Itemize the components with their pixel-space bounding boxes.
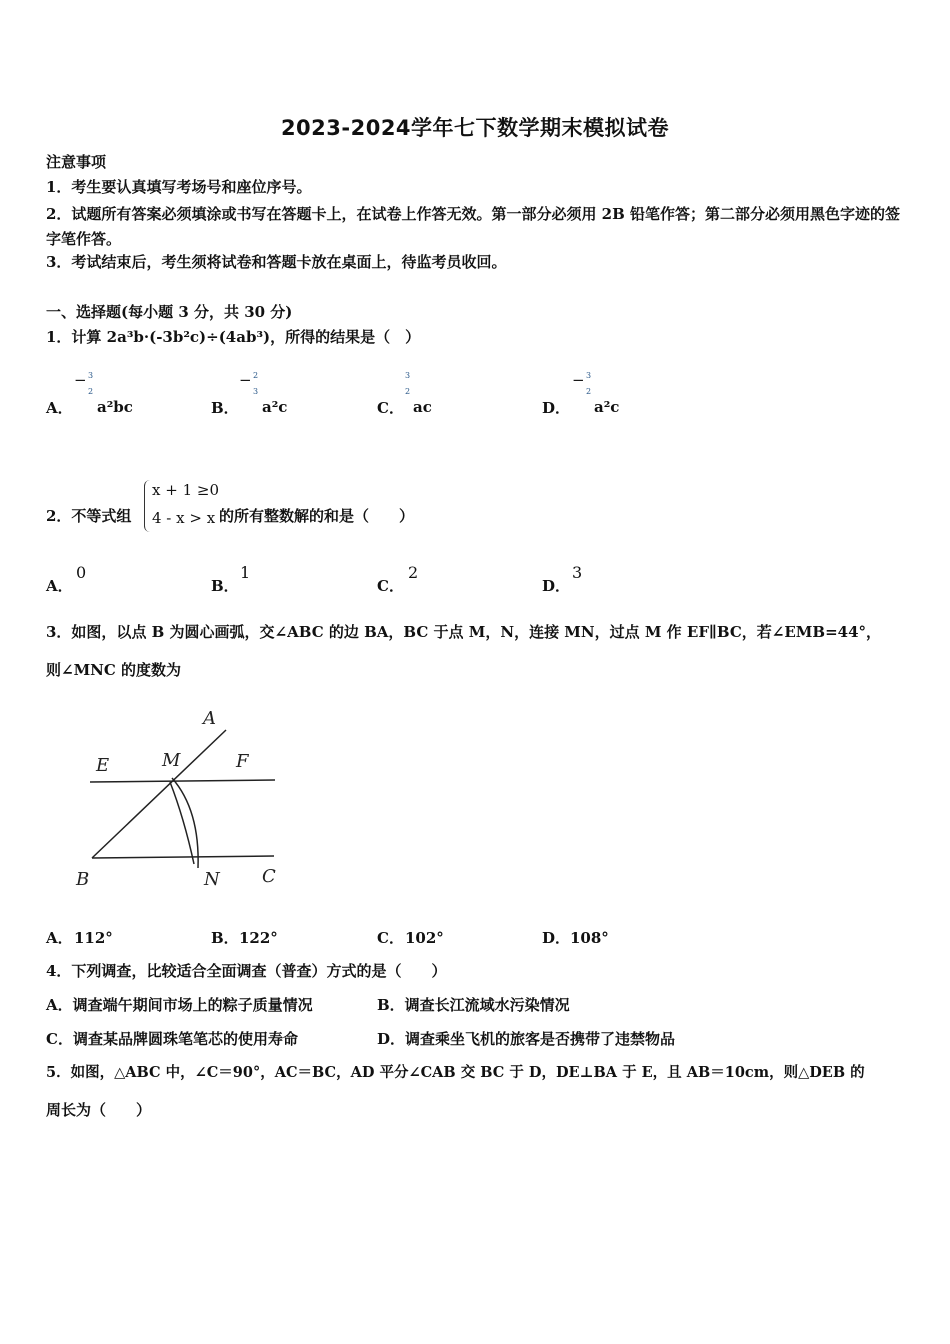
q1-a-expr: a²bc: [97, 398, 133, 416]
q3-b-label: B．: [211, 929, 239, 947]
notice-item-2: 2．试题所有答案必须填涂或书写在答题卡上，在试卷上作答无效。第一部分必须用 2B 铅笔作答；第二部分必须用黑色字迹的签字笔作答。: [46, 205, 901, 248]
q2-prefix: 2．不等式组: [46, 507, 132, 525]
q4-option-c: C．调查某品牌圆珠笔笔芯的使用寿命: [46, 1030, 298, 1048]
arc-mn: [172, 778, 198, 868]
q1-a-sign: −: [74, 371, 87, 389]
q3-c-label: C．: [377, 929, 404, 947]
q4-option-b: B．调查长江流域水污染情况: [377, 996, 570, 1014]
label-m: M: [162, 750, 181, 771]
label-a: A: [203, 708, 216, 729]
q3-stem-line-2: 则∠MNC 的度数为: [46, 661, 182, 679]
q3-d-label: D．: [542, 929, 571, 947]
q4-option-a: A．调查端午期间市场上的粽子质量情况: [46, 996, 313, 1014]
q3-a-label: A．: [46, 929, 73, 947]
inequality-system-brace: [144, 480, 151, 532]
section-heading: 一、选择题(每小题 3 分，共 30 分): [46, 303, 293, 321]
q3-stem-line-1: 3．如图，以点 B 为圆心画弧，交∠ABC 的边 BA，BC 于点 M，N，连接 MN，过点 M 作 EF∥BC，若∠EMB=44°，: [46, 623, 882, 641]
q1-d-num: 3: [586, 371, 592, 380]
q2-b-value: 1: [240, 563, 251, 582]
q4-stem: 4．下列调查，比较适合全面调查（普查）方式的是（ ）: [46, 962, 447, 980]
label-n: N: [204, 869, 220, 890]
notice-heading: 注意事项: [46, 153, 107, 171]
q1-a-label: A．: [46, 399, 73, 417]
ray-bc: [92, 856, 274, 858]
q1-b-expr: a²c: [262, 398, 288, 416]
q3-d-value: 108°: [570, 929, 609, 947]
q3-c-value: 102°: [405, 929, 444, 947]
q2-inequality-1: x + 1 ≥0: [152, 481, 219, 499]
label-b: B: [76, 869, 90, 890]
ray-ba: [92, 730, 226, 858]
q1-b-den: 3: [253, 387, 259, 396]
q2-c-value: 2: [408, 563, 419, 582]
q2-d-label: D．: [542, 577, 571, 595]
q1-d-sign: −: [572, 371, 585, 389]
q4-option-d: D．调查乘坐飞机的旅客是否携带了违禁物品: [377, 1030, 676, 1048]
q2-d-value: 3: [572, 563, 583, 582]
notice-item-3: 3．考试结束后，考生须将试卷和答题卡放在桌面上，待监考员收回。: [46, 253, 507, 271]
label-e: E: [96, 755, 110, 776]
q1-c-den: 2: [405, 387, 411, 396]
q2-a-value: 0: [76, 563, 87, 582]
q1-c-label: C．: [377, 399, 404, 417]
segment-mn: [170, 782, 194, 864]
notice-item-1: 1．考生要认真填写考场号和座位序号。: [46, 178, 312, 196]
q2-a-label: A．: [46, 577, 73, 595]
q2-b-label: B．: [211, 577, 239, 595]
q1-b-sign: −: [239, 371, 252, 389]
q2-inequality-2: 4 - x > x: [152, 509, 216, 527]
q1-a-den: 2: [88, 387, 94, 396]
q1-stem: 1．计算 2a³b·(-3b²c)÷(4ab³)，所得的结果是（ ）: [46, 328, 421, 346]
q5-stem-line-1: 5．如图，△ABC 中，∠C＝90°，AC＝BC，AD 平分∠CAB 交 BC 于 D，DE⊥BA 于 E，且 AB＝10cm，则△DEB 的: [46, 1064, 865, 1081]
q3-a-value: 112°: [74, 929, 113, 947]
q5-stem-line-2: 周长为（ ）: [46, 1101, 152, 1119]
q1-c-expr: ac: [413, 398, 432, 416]
page-title: 2023-2024学年七下数学期末模拟试卷: [280, 116, 670, 140]
q1-a-num: 3: [88, 371, 94, 380]
q1-d-expr: a²c: [594, 398, 620, 416]
label-c: C: [262, 866, 276, 887]
q1-b-num: 2: [253, 371, 259, 380]
label-f: F: [236, 751, 249, 772]
q2-suffix: 的所有整数解的和是（ ）: [219, 507, 415, 525]
q1-d-label: D．: [542, 399, 571, 417]
q2-c-label: C．: [377, 577, 404, 595]
q1-c-num: 3: [405, 371, 411, 380]
q1-b-label: B．: [211, 399, 239, 417]
q1-d-den: 2: [586, 387, 592, 396]
line-ef: [90, 780, 275, 782]
q3-b-value: 122°: [239, 929, 278, 947]
q3-geometry-figure: [60, 700, 300, 900]
